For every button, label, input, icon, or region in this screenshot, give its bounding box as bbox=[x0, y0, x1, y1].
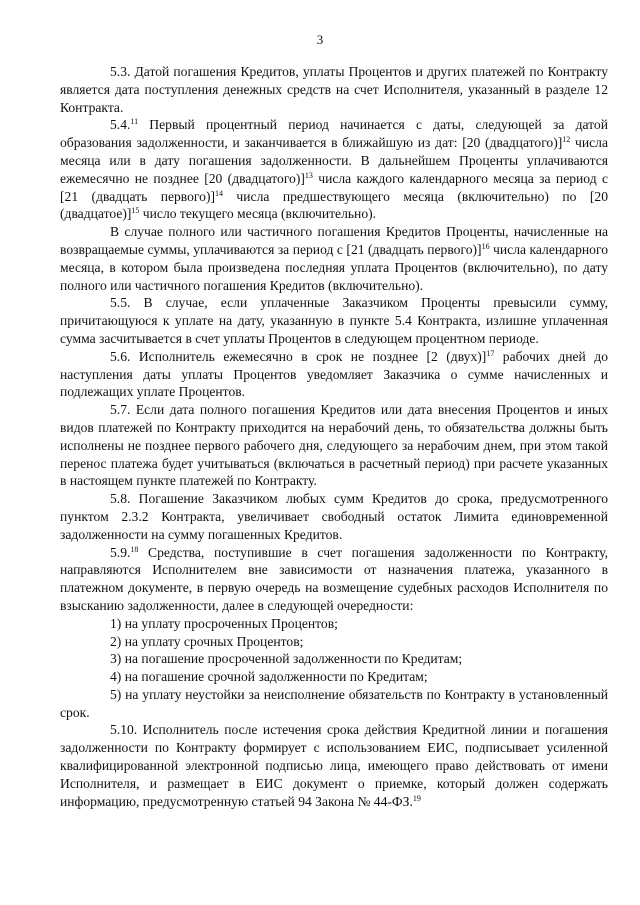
paragraph-text: рабочих дней до наступления даты уплаты Процентов уведомляет Заказчика о сумме начисленных и подлежащих уплате Процентов. bbox=[60, 348, 608, 400]
paragraph bbox=[60, 650, 608, 668]
paragraph-text: 3) на погашение просроченной задолженности по Кредитам; bbox=[110, 651, 463, 667]
paragraph-text: 5.7. Если дата полного погашения Кредитов или дата внесения Процентов и иных видов платежей по Контракту приходится на нерабочий день, то обязательства должны быть исполнены не позднее первого рабочего дня, следующего за нерабочим днем, при этом такой перенос платежа будет учитываться (включаться в расчетный период) при расчете указанных в настоящем пункте платежей по Контракту. bbox=[60, 402, 608, 489]
paragraph-text: В случае полного или частичного погашения Кредитов Проценты, начисленные на возвращаемые суммы, уплачиваются за период с [21 (двадцать первого)] bbox=[60, 224, 608, 257]
footnote-ref: 11 bbox=[130, 117, 139, 127]
paragraph-text: 2) на уплату срочных Процентов; bbox=[110, 633, 304, 649]
paragraph-text: 5.8. Погашение Заказчиком любых сумм Кредитов до срока, предусмотренного пунктом 2.3.2 Контракта, увеличивает свободный остаток Лимита единовременной задолженности на сумму погашенных Кредитов. bbox=[60, 491, 608, 542]
paragraph-text: 1) на уплату просроченных Процентов; bbox=[110, 615, 338, 631]
paragraph-text: числа календарного месяца, в котором была произведена последняя уплата Процентов (включительно), по дату полного или частичного погашения Кредитов (включительно). bbox=[60, 241, 608, 293]
footnote-ref: 15 bbox=[131, 206, 140, 216]
paragraph bbox=[60, 686, 608, 722]
page-number: 3 bbox=[316, 32, 324, 47]
paragraph-text: числа каждого календарного месяца за период с [21 (двадцать первого)] bbox=[60, 170, 608, 204]
paragraph bbox=[60, 294, 608, 347]
paragraph bbox=[60, 721, 608, 810]
footnote-ref: 18 bbox=[130, 544, 139, 554]
paragraph-text: Первый процентный период начинается с даты, следующей за датой образования задолженности, и заканчивается в ближайшую из дат: [20 (двадцатого)] bbox=[60, 117, 608, 151]
paragraph-text: 5.6. Исполнитель ежемесячно в срок не позднее [2 (двух)] bbox=[110, 348, 487, 364]
paragraph bbox=[60, 668, 608, 686]
paragraph-text: число текущего месяца (включительно). bbox=[139, 206, 377, 222]
footnote-ref: 13 bbox=[304, 170, 313, 180]
paragraph bbox=[60, 223, 608, 294]
paragraph-text: 5.3. Датой погашения Кредитов, уплаты Процентов и других платежей по Контракту является дата поступления денежных средств на счет Исполнителя, указанный в разделе 12 Контракта. bbox=[60, 64, 608, 115]
paragraph bbox=[60, 116, 608, 223]
paragraph bbox=[60, 401, 608, 490]
paragraph bbox=[60, 63, 608, 116]
paragraph-text: 5) на уплату неустойки за неисполнение обязательств по Контракту в установленный срок. bbox=[60, 686, 608, 720]
paragraph-text: 5.5. В случае, если уплаченные Заказчиком Проценты превысили сумму, причитающуюся к уплате на дату, указанную в пункте 5.4 Контракта, излишне уплаченная сумма засчитывается в счет уплаты Процентов в следующем процентном периоде. bbox=[60, 295, 608, 346]
paragraph-text: 4) на погашение срочной задолженности по Кредитам; bbox=[110, 669, 428, 685]
paragraph-text: числа месяца или в дату погашения задолженности. В дальнейшем Проценты уплачиваются ежемесячно не позднее [20 (двадцатого)] bbox=[60, 135, 608, 186]
footnote-ref: 16 bbox=[481, 241, 490, 251]
footnote-ref: 19 bbox=[412, 793, 421, 803]
paragraph-text: 5.4. bbox=[110, 117, 131, 133]
footnote-ref: 17 bbox=[486, 348, 495, 358]
footnote-ref: 14 bbox=[215, 188, 224, 198]
paragraph bbox=[60, 615, 608, 633]
paragraph-text: 5.9. bbox=[110, 544, 131, 560]
paragraph bbox=[60, 490, 608, 543]
document-body bbox=[60, 63, 608, 810]
paragraph-text: 5.10. Исполнитель после истечения срока действия Кредитной линии и погашения задолженности по Контракту формирует с использованием ЕИС, подписывает усиленной квалифицированной электронной подписью лица, имеющего право действовать от имени Исполнителя, и размещает в ЕИС документ о приемке, который должен содержать информацию, предусмотренную статьей 94 Закона № 44-ФЗ. bbox=[60, 722, 608, 809]
paragraph bbox=[60, 348, 608, 401]
paragraph-text: Средства, поступившие в счет погашения задолженности по Контракту, направляются Исполнителем вне зависимости от назначения платежа, указанного в платежном документе, в первую очередь на возмещение судебных расходов Исполнителя по взысканию задолженности, далее в следующей очередности: bbox=[60, 544, 608, 613]
paragraph bbox=[60, 544, 608, 615]
paragraph-text: числа предшествующего месяца (включительно) по [20 (двадцатое)] bbox=[60, 188, 608, 222]
paragraph bbox=[60, 633, 608, 651]
footnote-ref: 12 bbox=[562, 135, 571, 145]
